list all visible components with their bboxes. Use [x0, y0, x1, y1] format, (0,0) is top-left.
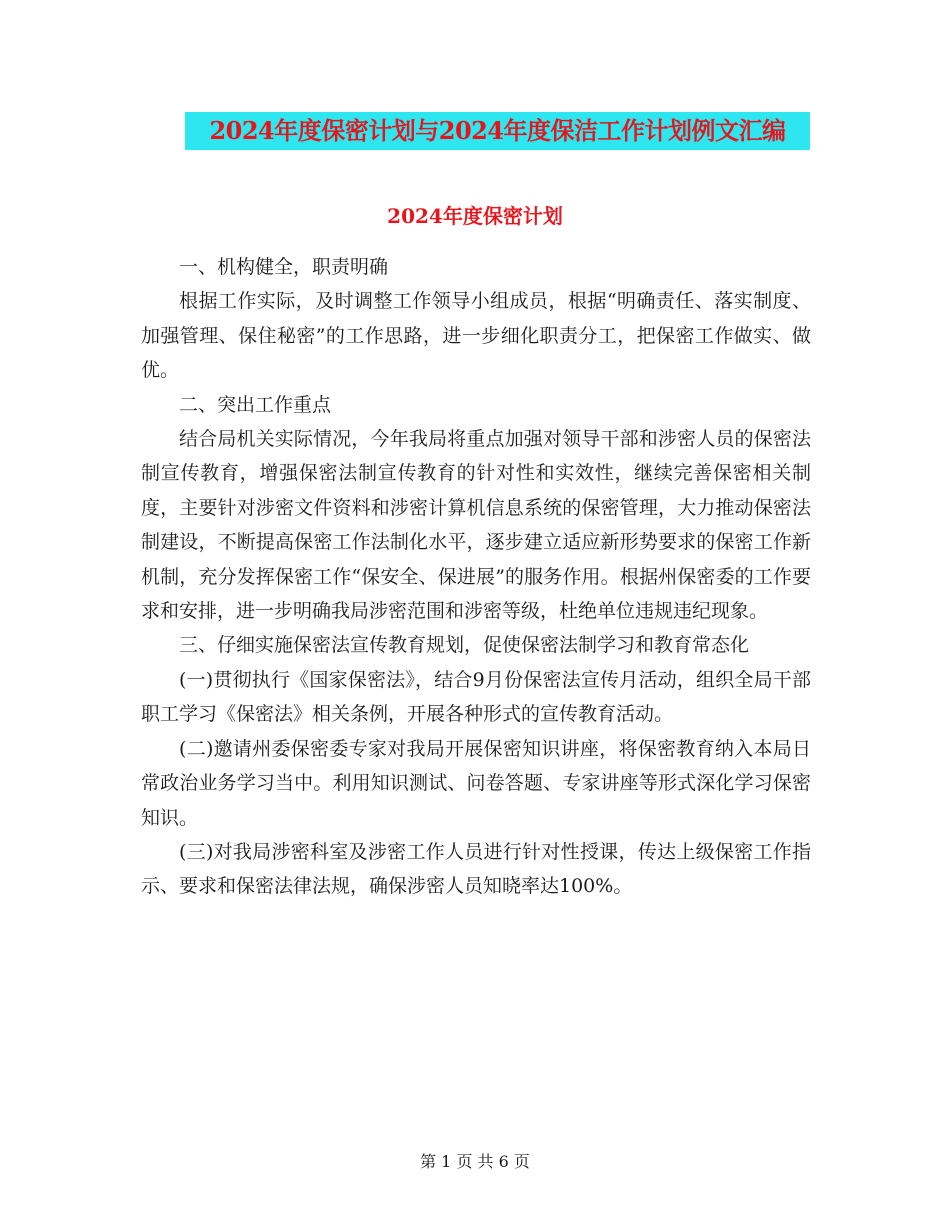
heading-1: 一、机构健全，职责明确 — [179, 256, 389, 278]
page-number: 第 1 页 共 6 页 — [420, 1152, 530, 1171]
document-body — [141, 250, 811, 904]
heading-2: 二、突出工作重点 — [179, 393, 332, 416]
paragraph: 根据工作实际，及时调整工作领导小组成员，根据“明确责任、落实制度、加强管理、保住秘密”的工作思路，进一步细化职责分工，把保密工作做实、做优。 — [141, 290, 811, 382]
paragraph: 结合局机关实际情况，今年我局将重点加强对领导干部和涉密人员的保密法制宣传教育，增强保密法制宣传教育的针对性和实效性，继续完善保密相关制度，主要针对涉密文件资料和涉密计算机信息系统的保密管理，大力推动保密法制建设，不断提高保密工作法制化水平，逐步建立适应新形势要求的保密工作新机制，充分发挥保密工作“保安全、保进展”的服务作用。根据州保密委的工作要求和安排，进一步明确我局涉密范围和涉密等级，杜绝单位违规违纪现象。 — [141, 428, 811, 623]
page-footer — [0, 1150, 950, 1174]
paragraph: (三)对我局涉密科室及涉密工作人员进行针对性授课，传达上级保密工作指示、要求和保密法律法规，确保涉密人员知晓率达100%。 — [141, 840, 811, 898]
document-title: 2024年度保密计划与2024年度保洁工作计划例文汇编 — [185, 112, 810, 150]
heading-3: 三、仔细实施保密法宣传教育规划，促使保密法制学习和教育常态化 — [179, 634, 750, 657]
paragraph: (二)邀请州委保密委专家对我局开展保密知识讲座，将保密教育纳入本局日常政治业务学习当中。利用知识测试、问卷答题、专家讲座等形式深化学习保密知识。 — [141, 737, 811, 829]
section-title: 2024年度保密计划 — [387, 204, 563, 228]
paragraph: (一)贯彻执行《国家保密法》，结合9月份保密法宣传月活动，组织全局干部职工学习《保密法》相关条例，开展各种形式的宣传教育活动。 — [141, 668, 811, 726]
